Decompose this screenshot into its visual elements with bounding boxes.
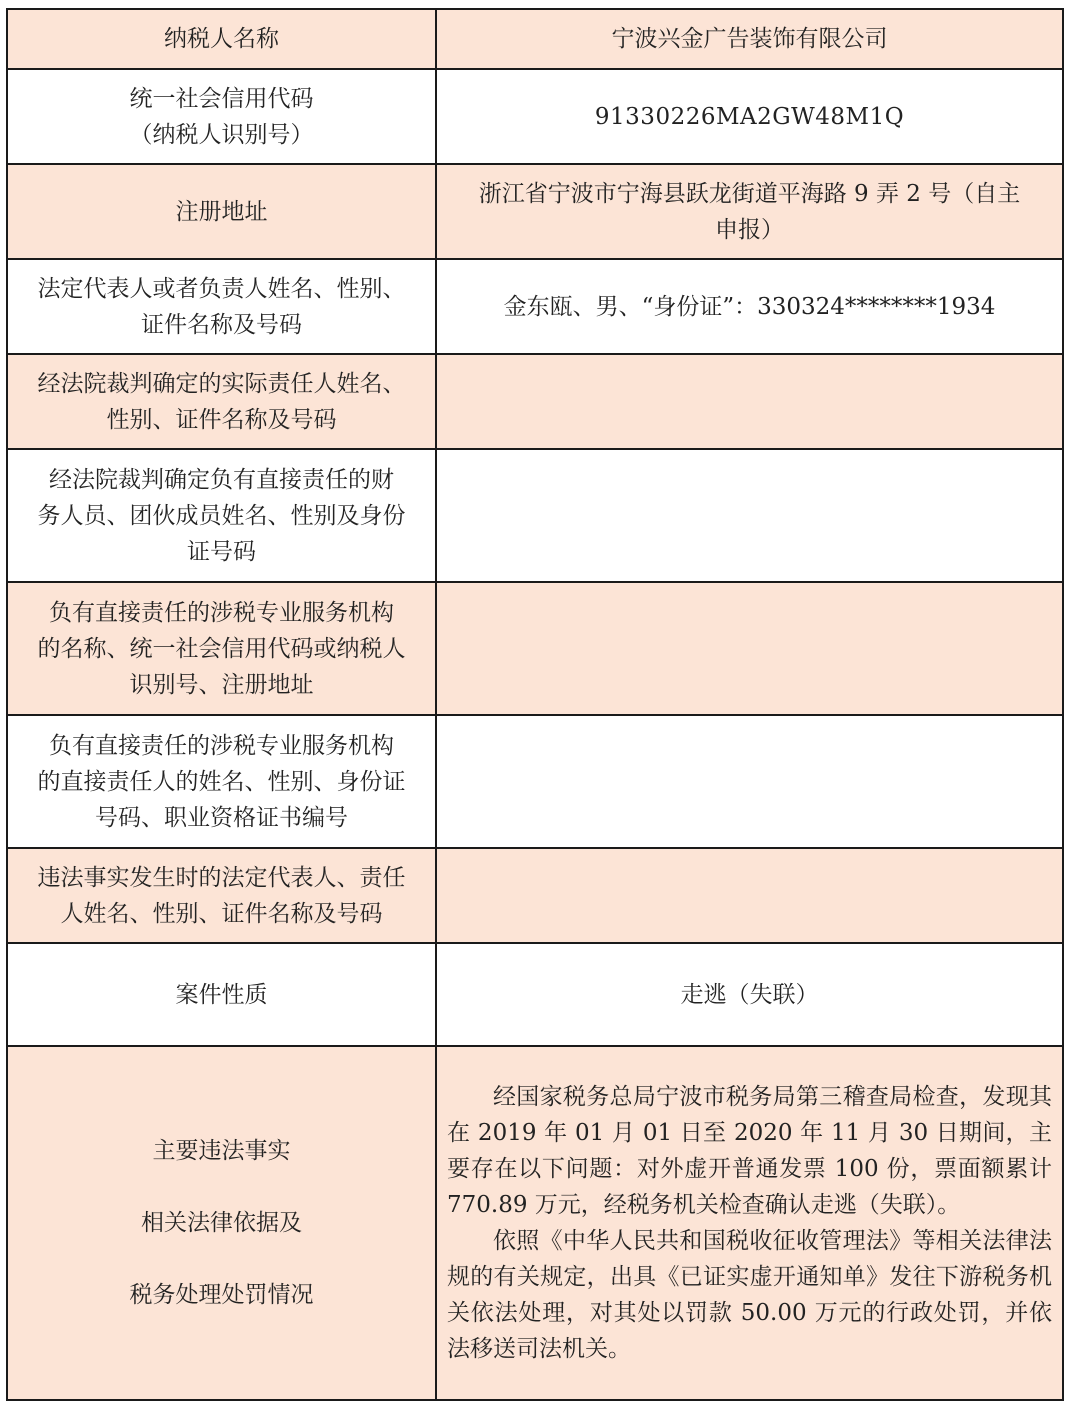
- row-label: [7, 9, 436, 69]
- row-label-line: 注册地址: [175, 198, 268, 225]
- row-value: [436, 943, 1063, 1046]
- row-value: [436, 9, 1063, 69]
- facts-label: [7, 1046, 436, 1400]
- row-label-line: 的名称、统一社会信用代码或纳税人: [37, 635, 406, 662]
- row-value-empty: [436, 449, 1063, 582]
- row-label-line: 经法院裁判确定负有直接责任的财: [49, 466, 394, 493]
- table-row: [7, 354, 1063, 449]
- row-label-line: 经法院裁判确定的实际责任人姓名、: [37, 370, 406, 397]
- table-row: [7, 164, 1063, 259]
- row-value-empty: [436, 848, 1063, 943]
- row-label-line: 证件名称及号码: [141, 311, 302, 338]
- row-label-line: 负有直接责任的涉税专业服务机构: [49, 732, 394, 759]
- row-value-line: 走逃（失联）: [680, 981, 819, 1008]
- table-row: [7, 9, 1063, 69]
- row-label: [7, 582, 436, 715]
- facts-paragraph: 经国家税务总局宁波市税务局第三稽查局检查，发现其在 2019 年 01 月 01 日至 2020 年 11 月 30 日期间，主要存在以下问题：对外虚开普通发票 100 份，票面额累计 770.89 万元，经税务机关检查确认走逃（失联）。: [447, 1084, 1052, 1218]
- facts-label-line: 税务处理处罚情况: [129, 1282, 314, 1308]
- table-row: [7, 449, 1063, 582]
- facts-text: [436, 1046, 1063, 1400]
- row-label-line: 性别、证件名称及号码: [106, 406, 337, 433]
- violation-facts-row: [7, 1046, 1063, 1400]
- row-label-line: 负有直接责任的涉税专业服务机构: [49, 599, 394, 626]
- row-label: [7, 943, 436, 1046]
- row-value-line: 浙江省宁波市宁海县跃龙街道平海路 9 弄 2 号（自主: [478, 180, 1021, 207]
- row-label-line: 法定代表人或者负责人姓名、性别、: [37, 275, 406, 302]
- row-value-empty: [436, 354, 1063, 449]
- row-value: [436, 259, 1063, 354]
- facts-label-line: 主要违法事实: [152, 1138, 291, 1164]
- row-value-line: 申报）: [715, 216, 784, 243]
- table-row: [7, 943, 1063, 1046]
- row-value-empty: [436, 715, 1063, 848]
- row-value-line: 金东瓯、男、“身份证”：330324********1934: [503, 293, 996, 320]
- row-label-line: （纳税人识别号）: [129, 121, 314, 148]
- row-label: [7, 69, 436, 164]
- table-row: [7, 848, 1063, 943]
- facts-label-line: 相关法律依据及: [141, 1210, 302, 1236]
- row-label: [7, 715, 436, 848]
- table-row: [7, 69, 1063, 164]
- row-label: [7, 449, 436, 582]
- row-value-empty: [436, 582, 1063, 715]
- row-label: [7, 259, 436, 354]
- row-value: [436, 69, 1063, 164]
- table-row: [7, 715, 1063, 848]
- row-value-line: 宁波兴金广告装饰有限公司: [611, 26, 888, 52]
- row-label-line: 识别号、注册地址: [129, 671, 314, 698]
- row-value: [436, 164, 1063, 259]
- row-label-line: 的直接责任人的姓名、性别、身份证: [37, 768, 406, 795]
- row-label-line: 号码、职业资格证书编号: [95, 804, 348, 831]
- row-label: [7, 848, 436, 943]
- row-label-line: 违法事实发生时的法定代表人、责任: [37, 864, 406, 891]
- table-row: [7, 582, 1063, 715]
- row-value-line: 91330226MA2GW48M1Q: [594, 103, 905, 130]
- table-row: [7, 259, 1063, 354]
- row-label-line: 统一社会信用代码: [129, 85, 314, 112]
- row-label-line: 务人员、团伙成员姓名、性别及身份: [37, 502, 406, 529]
- taxpayer-info-table: [6, 8, 1064, 1401]
- row-label: [7, 164, 436, 259]
- row-label-line: 证号码: [187, 538, 256, 565]
- row-label-line: 人姓名、性别、证件名称及号码: [60, 900, 383, 927]
- row-label: [7, 354, 436, 449]
- row-label-line: 案件性质: [175, 981, 268, 1008]
- row-label-line: 纳税人名称: [164, 26, 279, 52]
- facts-paragraph: 依照《中华人民共和国税收征收管理法》等相关法律法规的有关规定，出具《已证实虚开通知单》发往下游税务机关依法处理，对其处以罚款 50.00 万元的行政处罚，并依法移送司法机关。: [447, 1228, 1052, 1362]
- page: [6, 8, 1062, 1401]
